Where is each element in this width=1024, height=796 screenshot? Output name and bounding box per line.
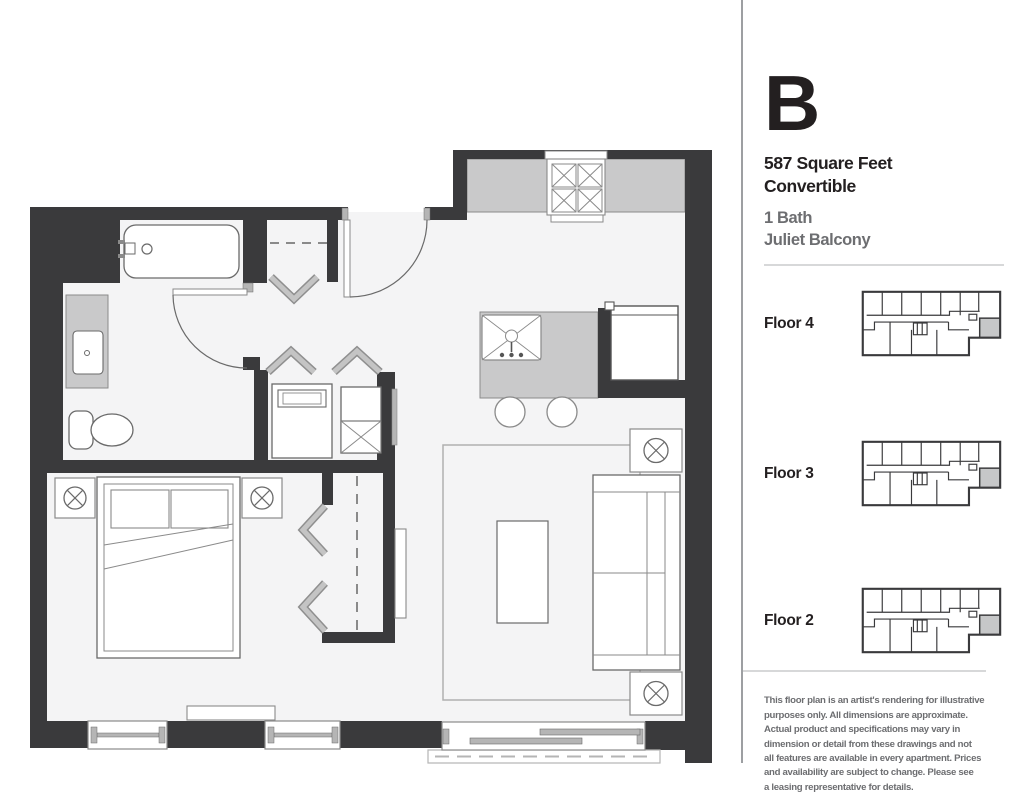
floor-row-2 (764, 583, 1006, 659)
floor-2-label: Floor 2 (764, 612, 814, 630)
island-sink (482, 315, 541, 360)
sofa (593, 475, 680, 670)
window-left (88, 721, 167, 749)
floor-locator-list (764, 286, 1006, 659)
floor-row-4 (764, 286, 1006, 362)
unit-feature: Juliet Balcony (764, 230, 871, 249)
disclaimer-line: all features are available in every apartment. Prices (764, 753, 982, 764)
toilet (69, 411, 133, 449)
disclaimer-line: dimension or detail from these drawings and not (764, 738, 972, 750)
bathtub (118, 225, 239, 278)
laundry-door-panel (392, 389, 397, 445)
unit-type: Convertible (764, 176, 856, 197)
unit-main-details (764, 152, 1022, 198)
window-middle (265, 721, 340, 749)
floor-3-label: Floor 3 (764, 465, 814, 483)
end-table-bottom (630, 672, 682, 715)
unit-sub-details (764, 208, 1022, 251)
unit-info-sidebar (741, 0, 1022, 793)
floor-4-plan-thumbnail (854, 286, 1006, 362)
disclaimer-line: Actual product and specifications may vary in (764, 724, 961, 736)
juliet-balcony (428, 750, 660, 763)
floor-3-plan-thumbnail (854, 436, 1006, 512)
nightstand-left (55, 478, 95, 518)
unit-area: 587 Square Feet (764, 153, 893, 173)
range-stove (545, 151, 607, 222)
dresser (187, 706, 275, 720)
disclaimer-line: and availability are subject to change. Please see (764, 767, 974, 779)
vanity-sink (73, 331, 103, 374)
disclaimer-line: This floor plan is an artist's rendering for illustrative (764, 695, 985, 707)
disclaimer-line: purposes only. All dimensions are approximate. (764, 709, 968, 721)
pillow-left (111, 490, 169, 528)
end-table-top (630, 429, 682, 472)
coffee-table (497, 521, 548, 623)
unit-bath: 1 Bath (764, 209, 813, 228)
refrigerator (605, 302, 678, 380)
sidebar-divider-bottom (743, 670, 986, 672)
washer (272, 384, 332, 458)
bed (97, 477, 240, 658)
dryer (341, 387, 381, 453)
floor-2-plan-thumbnail (854, 583, 1006, 659)
floor-4-label: Floor 4 (764, 315, 814, 333)
pillow-right (171, 490, 228, 528)
disclaimer-line: a leasing representative for details. (764, 781, 914, 793)
floor-row-3 (764, 436, 1006, 512)
unit-letter: B (764, 59, 820, 147)
disclaimer-text (764, 694, 1022, 795)
nightstand-right (242, 478, 282, 518)
wall-mirror (395, 529, 406, 618)
sliding-balcony-door (442, 722, 645, 750)
sidebar-divider-top (764, 264, 1004, 266)
